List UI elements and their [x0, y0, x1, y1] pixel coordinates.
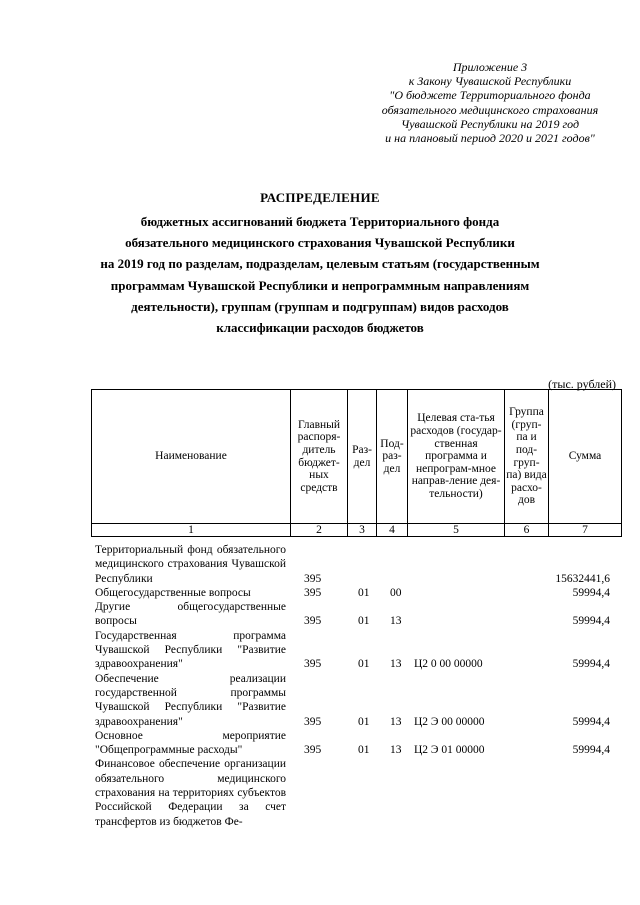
row-main-manager: 395 [304, 586, 322, 599]
row-section: 01 [358, 658, 370, 671]
row-subsection: 13 [390, 744, 402, 757]
header-target-article: Целевая ста-тья расходов (государ-ственная программа и непрограм-мное направ-ление дея-тельности) [408, 390, 505, 524]
column-number: 4 [377, 524, 408, 537]
document-title: РАСПРЕДЕЛЕНИЕ [260, 190, 380, 205]
subtitle-line: классификации расходов бюджетов [216, 320, 424, 336]
row-amount: 59994,4 [572, 586, 610, 599]
appendix-line: к Закону Чувашской Республики [408, 74, 572, 89]
appendix-line: "О бюджете Территориального фонда [389, 88, 591, 103]
column-number: 3 [348, 524, 377, 537]
row-name: Государственная программа Чувашской Республики "Развитие здравоохранения" [95, 629, 286, 671]
row-amount: 59994,4 [572, 715, 610, 728]
header-section: Раз-дел [348, 390, 377, 524]
row-main-manager: 395 [304, 615, 322, 628]
row-subsection: 13 [390, 615, 402, 628]
header-name: Наименование [92, 390, 291, 524]
table-row [95, 543, 610, 586]
subtitle-line: на 2019 год по разделам, подразделам, целевым статьям (государственным [100, 256, 540, 272]
row-subsection: 13 [390, 658, 402, 671]
table-row [95, 672, 610, 729]
header-amount: Сумма [549, 390, 622, 524]
header-subsection: Под-раз-дел [377, 390, 408, 524]
row-name: Обеспечение реализации государственной программы Чувашской Республики "Развитие здравоохранения" [95, 672, 286, 728]
budget-table-header [91, 389, 622, 537]
row-amount: 59994,4 [572, 744, 610, 757]
row-section: 01 [358, 586, 370, 599]
row-main-manager: 395 [304, 572, 322, 585]
row-section: 01 [358, 615, 370, 628]
row-main-manager: 395 [304, 658, 322, 671]
row-amount: 59994,4 [572, 658, 610, 671]
row-name: Территориальный фонд обязательного медицинского страхования Чувашской Республики [95, 544, 286, 585]
document-subtitle [0, 211, 640, 338]
row-main-manager: 395 [304, 744, 322, 757]
table-row [95, 757, 610, 828]
row-main-manager: 395 [304, 715, 322, 728]
row-target-article: Ц2 Э 00 00000 [414, 715, 485, 728]
header-expense-type: Группа (груп-па и под-груп-па) вида расхо-дов [505, 390, 549, 524]
row-amount: 15632441,6 [555, 572, 610, 585]
table-row [95, 729, 610, 758]
row-section: 01 [358, 715, 370, 728]
row-name: Общегосударственные вопросы [95, 586, 251, 599]
subtitle-line: бюджетных ассигнований бюджета Территориального фонда [140, 214, 500, 229]
row-subsection: 13 [390, 715, 402, 728]
row-name: Финансовое обеспечение организации обязательного медицинского страхования на территориях субъектов Российской Федерации за счет трансфертов из бюджетов Фе- [95, 758, 286, 828]
appendix-line: Чувашской Республики на 2019 год [400, 116, 580, 131]
row-name: Другие общегосударственные вопросы [95, 601, 286, 628]
row-amount: 59994,4 [572, 615, 610, 628]
table-row [95, 600, 610, 629]
table-row [95, 586, 610, 600]
subtitle-line: программам Чувашской Республики и непрограммным направлениям [110, 277, 530, 293]
appendix-reference [300, 60, 640, 145]
column-number: 1 [92, 524, 291, 537]
subtitle-line: деятельности), группам (группам и подгруппам) видов расходов [131, 298, 509, 314]
row-subsection: 00 [390, 586, 402, 599]
header-main-manager: Главный распоря-дитель бюджет-ных средств [291, 390, 348, 524]
budget-table-body [95, 543, 610, 829]
column-number: 7 [549, 524, 622, 537]
appendix-line: Приложение 3 [452, 60, 528, 74]
column-number: 5 [408, 524, 505, 537]
row-name: Основное мероприятие "Общепрограммные расходы" [95, 729, 286, 757]
row-section: 01 [358, 744, 370, 757]
units-label: (тыс. рублей) [548, 377, 616, 391]
column-number: 6 [505, 524, 549, 537]
appendix-line: и на плановый период 2020 и 2021 годов" [385, 131, 595, 146]
subtitle-line: обязательного медицинского страхования Чувашской Республики [125, 235, 515, 251]
row-target-article: Ц2 Э 01 00000 [414, 744, 485, 757]
row-target-article: Ц2 0 00 00000 [414, 658, 483, 671]
table-row [95, 629, 610, 672]
column-number: 2 [291, 524, 348, 537]
appendix-line: обязательного медицинского страхования [381, 102, 599, 117]
